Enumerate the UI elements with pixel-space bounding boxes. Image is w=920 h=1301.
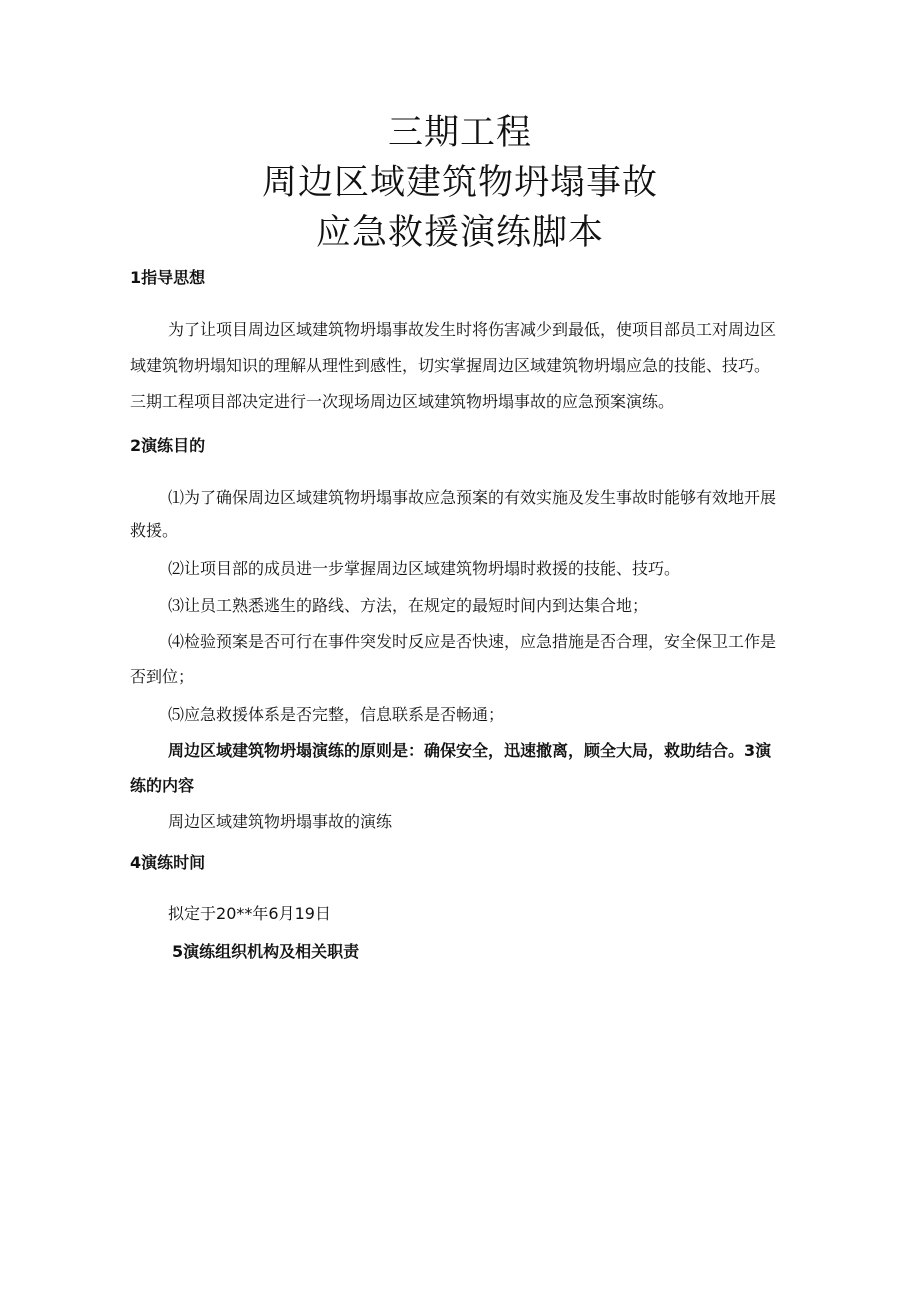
section-1-line-1: 为了让项目周边区域建筑物坍塌事故发生时将伤害减少到最低，使项目部员工对周边区: [168, 320, 777, 339]
title-line-2: 周边区域建筑物坍塌事故: [261, 163, 658, 203]
section-1-line-2: 域建筑物坍塌知识的理解从理性到感性，切实掌握周边区域建筑物坍塌应急的技能、技巧。: [130, 356, 771, 375]
section-2-heading: 2演练目的: [130, 436, 206, 455]
drill-date-day-unit: 日: [314, 904, 331, 923]
principle-line-2: 练的内容: [130, 776, 195, 795]
drill-date-prefix: 拟定于: [168, 904, 217, 923]
drill-date-day: 19: [294, 904, 315, 923]
section-3-content: 周边区域建筑物坍塌事故的演练: [168, 812, 393, 831]
section-2-item-4: ⑷检验预案是否可行在事件突发时反应是否快速，应急措施是否合理，安全保卫工作是: [168, 632, 777, 651]
section-2-item-1: ⑴为了确保周边区域建筑物坍塌事故应急预案的有效实施及发生事故时能够有效地开展: [168, 488, 777, 507]
section-2-item-4-cont: 否到位；: [130, 667, 195, 686]
title-line-3: 应急救援演练脚本: [315, 213, 604, 253]
section-2-item-5: ⑸应急救援体系是否完整，信息联系是否畅通；: [168, 705, 505, 724]
section-1-heading: 1指导思想: [130, 268, 206, 287]
section-2-item-3: ⑶让员工熟悉逃生的路线、方法，在规定的最短时间内到达集合地；: [168, 596, 649, 615]
drill-date-month: 6: [268, 904, 279, 923]
drill-date: [168, 904, 331, 924]
drill-date-year: 20**: [216, 904, 253, 923]
principle-line-1: 周边区域建筑物坍塌演练的原则是：确保安全，迅速撤离，顾全大局，救助结合。3演: [168, 741, 772, 760]
section-5-heading: 5演练组织机构及相关职责: [172, 942, 360, 961]
drill-date-year-unit: 年: [252, 904, 269, 923]
section-2-item-1-cont: 救援。: [130, 521, 179, 540]
title-line-1: 三期工程: [387, 113, 532, 153]
section-2-item-2: ⑵让项目部的成员进一步掌握周边区域建筑物坍塌时救援的技能、技巧。: [168, 559, 681, 578]
drill-date-month-unit: 月: [278, 904, 295, 923]
section-1-line-3: 三期工程项目部决定进行一次现场周边区域建筑物坍塌事故的应急预案演练。: [130, 392, 675, 411]
section-4-heading: 4演练时间: [130, 853, 206, 872]
